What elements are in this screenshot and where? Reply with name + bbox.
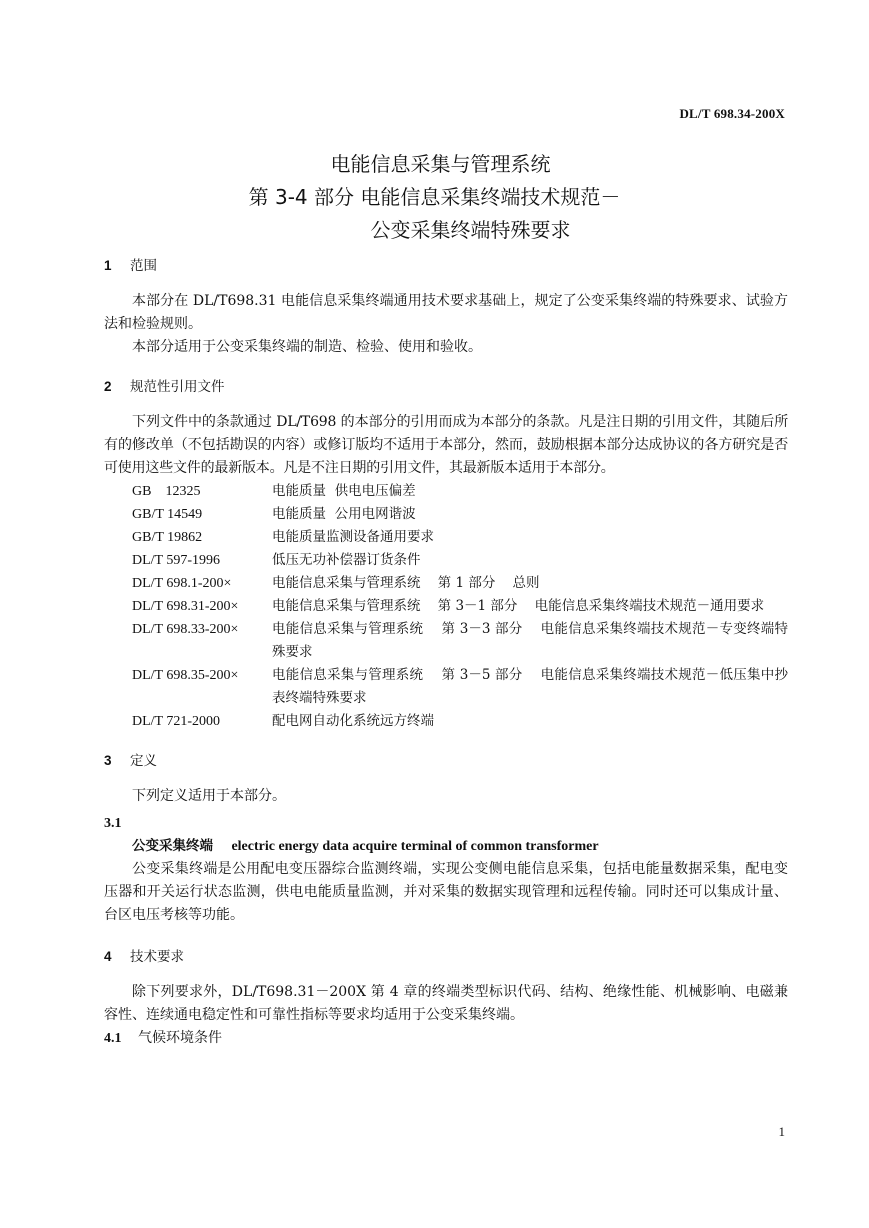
reference-name: 电能信息采集与管理系统 第 3－3 部分 电能信息采集终端技术规范－专变终端特殊要求 <box>272 621 788 660</box>
reference-item <box>104 664 788 710</box>
reference-list <box>104 480 788 733</box>
document-number: DL/T 698.34-200X <box>679 106 785 121</box>
reference-item <box>104 572 788 595</box>
reference-item <box>104 480 788 503</box>
section-heading-definitions <box>104 751 788 771</box>
paragraph: 公变采集终端是公用配电变压器综合监测终端，实现公变侧电能信息采集，包括电能量数据采集，配电变压器和开关运行状态监测，供电电能质量监测，并对采集的数据实现管理和远程传输。同时还可以集成计量、台区电压考核等功能。 <box>104 861 788 923</box>
paragraph: 本部分适用于公变采集终端的制造、检验、使用和验收。 <box>132 339 482 355</box>
reference-name: 配电网自动化系统远方终端 <box>272 713 434 729</box>
paragraph: 除下列要求外，DL/T698.31－200X 第 4 章的终端类型标识代码、结构、绝缘性能、机械影响、电磁兼容性、连续通电稳定性和可靠性指标等要求均适用于公变采集终端。 <box>104 984 788 1023</box>
reference-name: 电能信息采集与管理系统 第 1 部分 总则 <box>272 575 540 591</box>
reference-code: DL/T 698.33-200× <box>132 622 239 637</box>
reference-item <box>104 503 788 526</box>
paragraph: 下列文件中的条款通过 DL/T698 的本部分的引用而成为本部分的条款。凡是注日期的引用文件，其随后所有的修改单（不包括勘误的内容）或修订版均不适用于本部分，然而，鼓励根据本部分达成协议的各方研究是否可使用这些文件的最新版本。凡是不注日期的引用文件，其最新版本适用于本部分。 <box>104 414 788 476</box>
reference-item <box>104 618 788 664</box>
term-chinese: 公变采集终端 <box>132 838 213 854</box>
reference-code: GB/T 14549 <box>132 507 203 522</box>
section-number: 2 <box>104 379 112 394</box>
term-english: electric energy data acquire terminal of common transformer <box>231 839 599 854</box>
reference-code: DL/T 698.1-200× <box>132 576 232 591</box>
section-title: 技术要求 <box>130 949 184 965</box>
reference-item <box>104 595 788 618</box>
subclause-title: 气候环境条件 <box>137 1030 222 1046</box>
reference-code: DL/T 698.35-200× <box>132 668 239 683</box>
section-title: 规范性引用文件 <box>130 379 225 395</box>
reference-name: 电能质量 供电电压偏差 <box>272 483 416 499</box>
reference-code: DL/T 698.31-200× <box>132 599 239 614</box>
title-line-2: 第 3-4 部分 电能信息采集终端技术规范－ <box>248 185 621 209</box>
reference-code: GB/T 19862 <box>132 530 203 545</box>
reference-name: 电能信息采集与管理系统 第 3－1 部分 电能信息采集终端技术规范－通用要求 <box>272 598 765 614</box>
reference-item <box>104 710 788 733</box>
page-number: 1 <box>778 1124 785 1139</box>
paragraph: 下列定义适用于本部分。 <box>132 788 286 804</box>
reference-name: 电能信息采集与管理系统 第 3－5 部分 电能信息采集终端技术规范－低压集中抄表终端特殊要求 <box>272 667 788 706</box>
title-line-3: 公变采集终端特殊要求 <box>370 218 571 242</box>
reference-code: DL/T 721-2000 <box>132 714 221 729</box>
subclause-number: 4.1 <box>104 1031 122 1046</box>
reference-name: 电能质量 公用电网谐波 <box>272 506 416 522</box>
document-body <box>104 256 788 1050</box>
subclause-heading <box>104 1027 788 1050</box>
reference-code: GB 12325 <box>132 484 201 499</box>
section-number: 1 <box>104 258 112 273</box>
reference-code: DL/T 597-1996 <box>132 553 221 568</box>
subclause-number: 3.1 <box>104 816 122 831</box>
title-line-1: 电能信息采集与管理系统 <box>330 152 551 176</box>
section-title: 定义 <box>130 753 157 769</box>
reference-item <box>104 549 788 572</box>
reference-name: 低压无功补偿器订货条件 <box>272 552 421 568</box>
section-number: 3 <box>104 753 112 768</box>
section-heading-technical-requirements <box>104 947 788 967</box>
paragraph: 本部分在 DL/T698.31 电能信息采集终端通用技术要求基础上，规定了公变采集终端的特殊要求、试验方法和检验规则。 <box>104 293 788 332</box>
section-number: 4 <box>104 949 112 964</box>
section-title: 范围 <box>130 258 157 274</box>
section-heading-scope <box>104 256 788 276</box>
reference-name: 电能质量监测设备通用要求 <box>272 529 434 545</box>
reference-item <box>104 526 788 549</box>
term-entry <box>104 835 788 858</box>
document-title <box>0 148 869 247</box>
section-heading-normative-references <box>104 377 788 397</box>
